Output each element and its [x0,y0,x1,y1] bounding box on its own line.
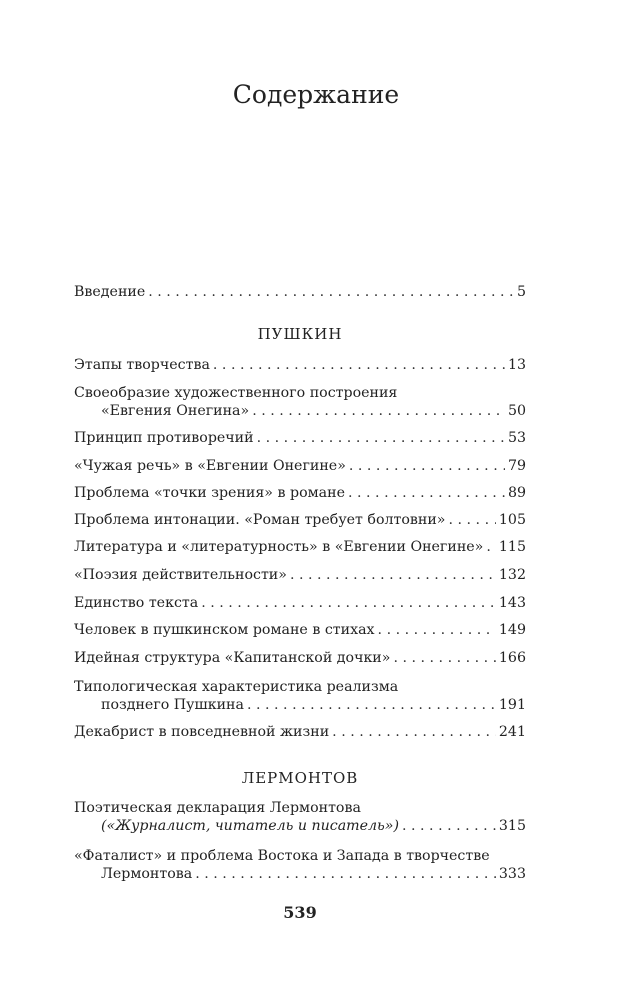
entry-label: Единство текста [74,595,199,611]
entry-page: 143 [498,595,526,611]
entry-label: Человек в пушкинском романе в стихах [74,622,375,638]
toc-entry[interactable] [74,722,526,742]
entry-label: Своеобразие художественного построения [74,385,398,401]
toc-entry[interactable] [74,620,526,640]
dot-leader [393,648,495,668]
entry-label: Литература и «литературность» в «Евгении Онегине» [74,539,484,555]
entry-label: Принцип противоречий [74,430,254,446]
entry-label-cont: «Евгения Онегина» [101,403,250,419]
toc-entry[interactable] [74,483,526,503]
page-number: 539 [283,903,317,922]
entry-page: 166 [498,650,526,666]
dot-leader [257,428,505,448]
entry-page: 241 [498,724,526,740]
entry-label: Поэтическая декларация Лермонтова [74,800,361,816]
entry-label: «Поэзия действительности» [74,567,287,583]
dot-leader [213,355,505,375]
dot-leader [148,282,514,302]
entry-label: «Фаталист» и проблема Востока и Запада в творчестве [74,848,490,864]
dot-leader [332,722,496,742]
toc-entry[interactable] [74,565,526,585]
entry-label-cont: Лермонтова [101,866,193,882]
dot-leader [201,593,496,613]
dot-leader [378,620,496,640]
dot-leader [247,695,496,715]
toc-entry[interactable] [74,456,526,476]
entry-page: 132 [498,567,526,583]
entry-label: Декабрист в повседневной жизни [74,724,330,740]
toc-entry[interactable] [74,428,526,448]
entry-page: 89 [507,485,526,501]
entry-page: 50 [507,403,526,419]
entry-label: Типологическая характеристика реализма [74,679,399,695]
dot-leader [252,401,505,421]
toc-entry[interactable] [74,510,526,530]
toc-entry[interactable] [74,383,526,421]
entry-page: 191 [498,697,526,713]
entry-page: 5 [516,284,526,300]
toc-entry[interactable] [74,593,526,613]
entry-page: 333 [498,866,526,882]
toc-entry[interactable] [74,798,526,836]
dot-leader [348,483,505,503]
toc-entry[interactable] [74,648,526,668]
toc-entry[interactable] [74,677,526,715]
entry-page: 315 [498,818,526,834]
toc-entry-intro[interactable] [74,282,526,302]
toc-entry[interactable] [74,355,526,375]
entry-page: 13 [507,357,526,373]
entry-page: 115 [498,539,526,555]
toc-entry[interactable] [74,846,526,884]
page-title: Содержание [232,80,400,109]
dot-leader [402,816,496,836]
entry-label-cont: («Журналист, читатель и писатель») [101,818,399,834]
toc-entry[interactable] [74,537,526,557]
entry-page: 105 [498,512,526,528]
dot-leader [349,456,505,476]
dot-leader [449,510,496,530]
dot-leader [486,537,496,557]
entry-label-cont: позднего Пушкина [101,697,244,713]
entry-page: 53 [507,430,526,446]
entry-label: Этапы творчества [74,357,210,373]
entry-page: 79 [507,458,526,474]
entry-page: 149 [498,622,526,638]
dot-leader [290,565,496,585]
entry-label: Проблема интонации. «Роман требует болтовни» [74,512,446,528]
dot-leader [195,864,496,884]
section-heading-lermontov: ЛЕРМОНТОВ [241,769,359,787]
entry-label: Введение [74,284,146,300]
entry-label: Проблема «точки зрения» в романе [74,485,345,501]
entry-label: «Чужая речь» в «Евгении Онегине» [74,458,346,474]
entry-label: Идейная структура «Капитанской дочки» [74,650,391,666]
section-heading-pushkin: ПУШКИН [257,325,343,343]
